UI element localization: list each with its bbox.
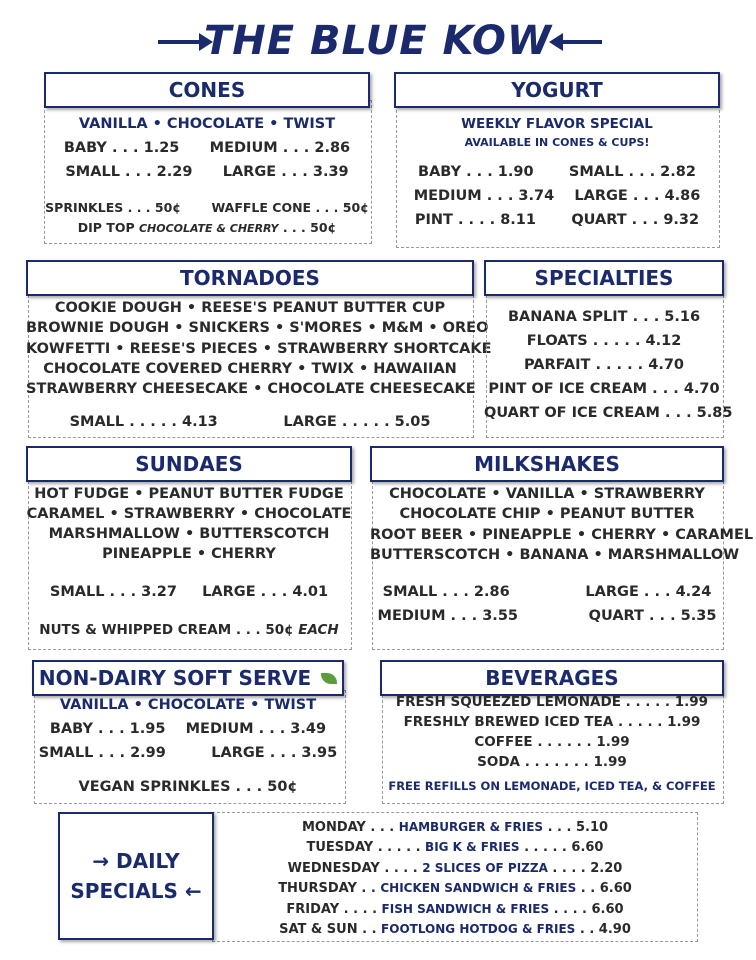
milkshakes-row-1: SMALL . . . 2.86 LARGE . . . 4.24: [382, 584, 712, 600]
yogurt-header: YOGURT: [394, 72, 720, 108]
dip-top-price: . . . 50¢: [282, 220, 337, 235]
cones-row-2: SMALL . . . 2.29 LARGE . . . 3.39: [65, 164, 349, 180]
daily-item: FOOTLONG HOTDOG & FRIES: [381, 922, 576, 936]
specialties-header: SPECIALTIES: [484, 260, 724, 296]
page-title: THE BLUE KOW: [203, 18, 553, 64]
title-arrow-left-icon: [554, 40, 602, 44]
beverages-refills: FREE REFILLS ON LEMONADE, ICED TEA, & COFFEE: [388, 779, 716, 793]
yogurt-row-2: MEDIUM . . . 3.74 LARGE . . . 4.86: [413, 188, 701, 204]
beverages-line-3: COFFEE . . . . . . 1.99: [474, 734, 630, 750]
nondairy-row-2: SMALL . . . 2.99 LARGE . . . 3.95: [38, 745, 338, 761]
daily-price: . . . . . 6.60: [524, 840, 604, 855]
sundaes-nuts-text: NUTS & WHIPPED CREAM . . . 50¢: [39, 622, 294, 638]
cones-header: CONES: [44, 72, 370, 108]
beverages-line-1: FRESH SQUEEZED LEMONADE . . . . . 1.99: [395, 694, 709, 710]
daily-row-sat-sun: [220, 922, 690, 937]
milkshakes-line-1: CHOCOLATE • VANILLA • STRAWBERRY: [389, 486, 705, 502]
tornadoes-line-5: STRAWBERRY CHEESECAKE • CHOCOLATE CHEESECAKE: [26, 381, 476, 397]
daily-day: MONDAY . . .: [301, 820, 395, 835]
daily-item: BIG K & FRIES: [425, 840, 520, 854]
nondairy-flavors: VANILLA • CHOCOLATE • TWIST: [59, 697, 317, 713]
tornadoes-line-2: BROWNIE DOUGH • SNICKERS • S'MORES • M&M • OREO: [26, 320, 489, 336]
beverages-line-2: FRESHLY BREWED ICED TEA . . . . . 1.99: [403, 714, 701, 730]
daily-specials-title-1: → DAILY: [92, 849, 180, 873]
sundaes-sizes: SMALL . . . 3.27 LARGE . . . 4.01: [49, 584, 329, 600]
leaf-icon: [321, 673, 337, 684]
specialties-line-5: QUART OF ICE CREAM . . . 5.85: [484, 405, 733, 421]
sundaes-nuts-each: EACH: [298, 622, 339, 638]
daily-day: SAT & SUN . .: [279, 922, 377, 937]
yogurt-special: WEEKLY FLAVOR SPECIAL: [461, 116, 653, 132]
sundaes-nuts: [26, 622, 352, 638]
yogurt-row-3: PINT . . . . 8.11 QUART . . . 9.32: [414, 212, 700, 228]
daily-item: FISH SANDWICH & FRIES: [381, 902, 550, 916]
yogurt-row-1: BABY . . . 1.90 SMALL . . . 2.82: [418, 164, 696, 180]
daily-row-friday: [220, 902, 690, 917]
milkshakes-line-4: BUTTERSCOTCH • BANANA • MARSHMALLOW: [370, 547, 740, 563]
sundaes-header: SUNDAES: [26, 446, 352, 482]
daily-item: HAMBURGER & FRIES: [398, 820, 544, 834]
beverages-header: BEVERAGES: [380, 660, 724, 696]
specialties-line-1: BANANA SPLIT . . . 5.16: [507, 309, 701, 325]
dip-top-label: DIP TOP: [77, 220, 135, 235]
nondairy-row-1: BABY . . . 1.95 MEDIUM . . . 3.49: [49, 721, 327, 737]
specialties-line-4: PINT OF ICE CREAM . . . 4.70: [488, 381, 720, 397]
milkshakes-line-2: CHOCOLATE CHIP • PEANUT BUTTER: [399, 506, 695, 522]
daily-row-tuesday: [220, 840, 690, 855]
milkshakes-line-3: ROOT BEER • PINEAPPLE • CHERRY • CARAMEL: [370, 527, 754, 543]
daily-row-thursday: [220, 881, 690, 896]
daily-price: . . 6.60: [580, 881, 632, 896]
daily-specials-box: [58, 812, 214, 940]
beverages-line-4: SODA . . . . . . . 1.99: [477, 754, 627, 770]
nondairy-sprinkles: VEGAN SPRINKLES . . . 50¢: [78, 779, 298, 795]
sundaes-line-3: MARSHMALLOW • BUTTERSCOTCH: [48, 526, 330, 542]
daily-row-monday: [220, 820, 690, 835]
tornadoes-sizes: SMALL . . . . . 4.13 LARGE . . . . . 5.05: [69, 414, 431, 430]
sundaes-line-2: CARAMEL • STRAWBERRY • CHOCOLATE: [26, 506, 352, 522]
tornadoes-line-3: KOWFETTI • REESE'S PIECES • STRAWBERRY SHORTCAKE: [26, 341, 492, 357]
specialties-line-2: FLOATS . . . . . 4.12: [526, 333, 682, 349]
daily-item: CHICKEN SANDWICH & FRIES: [380, 881, 577, 895]
milkshakes-row-2: MEDIUM . . . 3.55 QUART . . . 5.35: [377, 608, 717, 624]
daily-price: . . . 5.10: [547, 820, 609, 835]
milkshakes-header: MILKSHAKES: [370, 446, 724, 482]
daily-day: TUESDAY . . . . .: [306, 840, 421, 855]
tornadoes-line-1: COOKIE DOUGH • REESE'S PEANUT BUTTER CUP: [54, 300, 446, 316]
daily-day: THURSDAY . .: [278, 881, 376, 896]
daily-price: . . 4.90: [579, 922, 631, 937]
nondairy-header-text: NON-DAIRY SOFT SERVE: [38, 666, 312, 690]
daily-day: WEDNESDAY . . . .: [287, 861, 418, 876]
daily-row-wednesday: [220, 861, 690, 876]
daily-price: . . . . 6.60: [553, 902, 624, 917]
dip-top-note: CHOCOLATE & CHERRY: [138, 222, 279, 235]
tornadoes-header: TORNADOES: [26, 260, 474, 296]
nondairy-header: [32, 660, 344, 696]
daily-day: FRIDAY . . . .: [286, 902, 378, 917]
daily-price: . . . . 2.20: [552, 861, 623, 876]
tornadoes-line-4: CHOCOLATE COVERED CHERRY • TWIX • HAWAIIAN: [43, 361, 457, 377]
yogurt-available: AVAILABLE IN CONES & CUPS!: [464, 136, 650, 149]
sundaes-line-4: PINEAPPLE • CHERRY: [102, 546, 276, 562]
cones-dip-top: [44, 220, 370, 235]
daily-specials-title-2: SPECIALS ←: [70, 879, 202, 903]
cones-row-1: BABY . . . 1.25 MEDIUM . . . 2.86: [63, 140, 351, 156]
sundaes-line-1: HOT FUDGE • PEANUT BUTTER FUDGE: [34, 486, 344, 502]
cones-flavors: VANILLA • CHOCOLATE • TWIST: [78, 116, 336, 132]
daily-item: 2 SLICES OF PIZZA: [422, 861, 548, 875]
cones-row-3: SPRINKLES . . . 50¢ WAFFLE CONE . . . 50¢: [45, 200, 369, 215]
specialties-line-3: PARFAIT . . . . . 4.70: [523, 357, 685, 373]
